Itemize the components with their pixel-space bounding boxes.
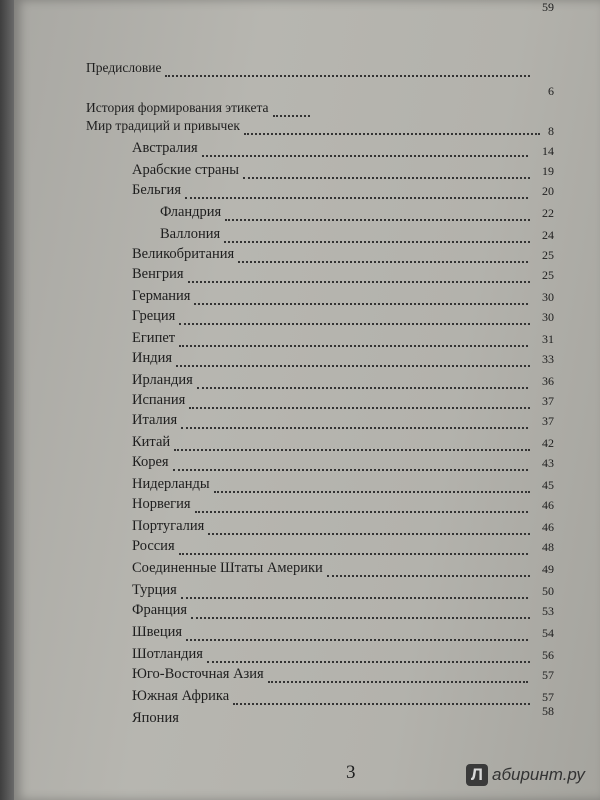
toc-entry-page: 48 [542, 540, 554, 554]
toc-leader-dots [273, 115, 311, 117]
toc-entry-label: Греция [132, 308, 176, 324]
toc-leader-dots [243, 177, 530, 179]
toc-entry-label: Китай [132, 434, 171, 450]
toc-entry-page: 58 [542, 704, 554, 718]
toc-leader-dots [179, 553, 528, 555]
toc-entry-page: 14 [542, 144, 554, 158]
toc-entry-page: 49 [542, 562, 554, 576]
toc-leader-dots [327, 575, 530, 577]
toc-leader-dots [173, 469, 528, 471]
toc-entry-page: 57 [542, 690, 554, 704]
toc-entry-page: 30 [542, 310, 554, 324]
toc-entry-label: Мир традиций и привычек [86, 118, 240, 133]
toc-entry-label: Турция [132, 582, 177, 598]
toc-entry-page: 6 [548, 84, 554, 98]
toc-entry-label: Испания [132, 392, 186, 408]
toc-entry-label: Шотландия [132, 646, 203, 662]
toc-entry-label: История формирования этикета [86, 100, 269, 115]
toc-entry-label: Италия [132, 412, 178, 428]
toc-entry-label: Южная Африка [132, 688, 230, 704]
toc-leader-dots [181, 427, 528, 429]
labirint-logo-icon: Л [466, 764, 488, 786]
toc-entry-page: 53 [542, 604, 554, 618]
toc-entry-label: Германия [132, 288, 191, 304]
toc-entry-label: Соединенные Штаты Америки [132, 560, 323, 576]
toc-entry-label: Фландрия [160, 204, 222, 220]
toc-entry-label: Бельгия [132, 182, 181, 198]
toc-entry-page: 25 [542, 268, 554, 282]
toc-entry-label: Швеция [132, 624, 183, 640]
toc-entry-label: Арабские страны [132, 162, 239, 178]
toc-leader-dots [233, 703, 530, 705]
toc-entry-page: 50 [542, 584, 554, 598]
toc-entry-label: Нидерланды [132, 476, 210, 492]
toc-entry-page: 57 [542, 668, 554, 682]
toc-entry-label: Франция [132, 602, 188, 618]
toc-leader-dots [238, 261, 528, 263]
toc-entry-page: 37 [542, 414, 554, 428]
toc-entry-label: Япония [132, 710, 179, 726]
toc-leader-dots [197, 387, 528, 389]
toc-leader-dots [225, 219, 530, 221]
toc-entry-page: 36 [542, 374, 554, 388]
toc-entry-page: 45 [542, 478, 554, 492]
toc-entry-page: 43 [542, 456, 554, 470]
toc-entry-page: 20 [542, 184, 554, 198]
toc-leader-dots [179, 323, 530, 325]
toc-leader-dots [208, 533, 530, 535]
toc-entry-label: Юго-Восточная Азия [132, 666, 264, 682]
toc-entry-page: 59 [542, 0, 554, 14]
toc-leader-dots [202, 155, 528, 157]
toc-entry-page: 37 [542, 394, 554, 408]
toc-leader-dots [191, 617, 530, 619]
toc-leader-dots [186, 639, 528, 641]
toc-entry-label: Валлония [160, 226, 221, 242]
toc-entry-page: 22 [542, 206, 554, 220]
toc-leader-dots [188, 281, 531, 283]
toc-leader-dots [244, 133, 540, 135]
toc-entry-label: Предисловие [86, 60, 162, 75]
toc-leader-dots [224, 241, 530, 243]
toc-leader-dots [189, 407, 530, 409]
toc-leader-dots [194, 303, 528, 305]
toc-entry-page: 8 [548, 124, 554, 138]
toc-entry-label: Португалия [132, 518, 205, 534]
toc-leader-dots [165, 75, 530, 77]
toc-entry-page: 25 [542, 248, 554, 262]
toc-entry-page: 19 [542, 164, 554, 178]
toc-leader-dots [268, 681, 528, 683]
toc-entry-label: Венгрия [132, 266, 184, 282]
toc-entry-page: 30 [542, 290, 554, 304]
toc-entry-page: 33 [542, 352, 554, 366]
toc-leader-dots [195, 511, 528, 513]
toc-leader-dots [174, 449, 530, 451]
toc-leader-dots [181, 597, 528, 599]
toc-entry-page: 31 [542, 332, 554, 346]
toc-entry-label: Норвегия [132, 496, 191, 512]
toc-entry-label: Египет [132, 330, 176, 346]
book-spine-shadow [0, 0, 14, 800]
toc-leader-dots [179, 345, 528, 347]
toc-leader-dots [176, 365, 530, 367]
toc-entry-label: Ирландия [132, 372, 193, 388]
toc-entry-label: Великобритания [132, 246, 235, 262]
toc-entry-page: 56 [542, 648, 554, 662]
toc-leader-dots [214, 491, 530, 493]
toc-entry-page: 24 [542, 228, 554, 242]
toc-entry-label: Индия [132, 350, 173, 366]
toc-entry-page: 46 [542, 520, 554, 534]
toc-entry-page: 42 [542, 436, 554, 450]
toc-entry-page: 54 [542, 626, 554, 640]
toc-entry-label: Австралия [132, 140, 198, 156]
toc-entry-label: Корея [132, 454, 169, 470]
watermark-text: абиринт.ру [492, 765, 585, 784]
toc-leader-dots [207, 661, 530, 663]
page-number: 3 [346, 762, 356, 783]
watermark [466, 762, 585, 788]
toc-leader-dots [185, 197, 528, 199]
toc-entry-label: Россия [132, 538, 175, 554]
toc-entry-page: 46 [542, 498, 554, 512]
book-page [14, 0, 600, 800]
